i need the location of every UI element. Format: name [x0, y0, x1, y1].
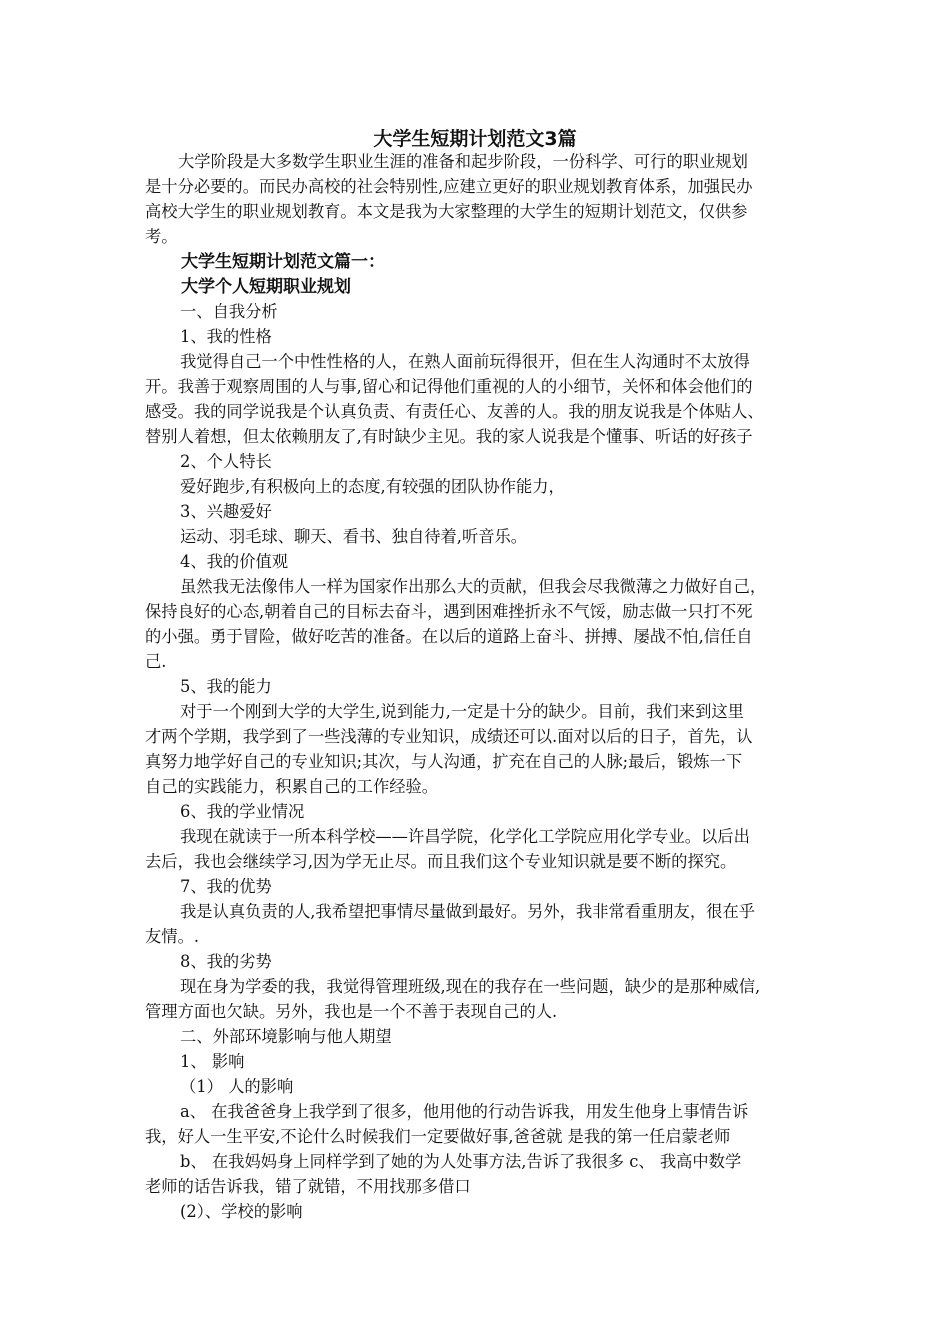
paragraph-line: b、 在我妈妈身上同样学到了她的为人处事方法,告诉了我很多 c、 我高中数学 — [180, 1152, 742, 1171]
subsection-title: 4、我的价值观 — [180, 552, 289, 571]
paragraph-line: 现在身为学委的我，我觉得管理班级,现在的我存在一些问题，缺少的是那种威信, — [180, 977, 761, 996]
paragraph-line: a、 在我爸爸身上我学到了很多，他用他的行动告诉我，用发生他身上事情告诉 — [180, 1102, 749, 1121]
paragraph-line: 我是认真负责的人,我希望把事情尽量做到最好。另外，我非常看重朋友，很在乎 — [180, 902, 756, 921]
subsection-title: 7、我的优势 — [180, 877, 272, 896]
paragraph-line: 的小强。勇于冒险，做好吃苦的准备。在以后的道路上奋斗、拼搏、屡战不怕,信任自 — [145, 627, 753, 646]
paragraph-line: 我，好人一生平安,不论什么时候我们一定要做好事,爸爸就 是我的第一任启蒙老师 — [145, 1127, 731, 1146]
subsection-title: 1、 影响 — [180, 1052, 245, 1071]
paragraph-line: 真努力地学好自己的专业知识;其次，与人沟通，扩充在自己的人脉;最后，锻炼一下 — [145, 752, 743, 771]
section-title: 一、自我分析 — [180, 302, 278, 321]
subsection-title: 8、我的劣势 — [180, 952, 272, 971]
article-heading: 大学生短期计划范文篇一： — [181, 252, 385, 272]
paragraph-line: 感受。我的同学说我是个认真负责、有责任心、友善的人。我的朋友说我是个体贴人、 — [145, 402, 764, 421]
document-title: 大学生短期计划范文3篇 — [373, 128, 577, 150]
intro-line: 高校大学生的职业规划教育。本文是我为大家整理的大学生的短期计划范文，仅供参 — [145, 202, 748, 221]
paragraph-line: 老师的话告诉我，错了就错，不用找那多借口 — [145, 1177, 471, 1196]
intro-line: 大学阶段是大多数学生职业生涯的准备和起步阶段，一份科学、可行的职业规划 — [178, 152, 748, 171]
section-title: 二、外部环境影响与他人期望 — [180, 1027, 392, 1046]
paragraph-line: 虽然我无法像伟人一样为国家作出那么大的贡献，但我会尽我微薄之力做好自己， — [180, 577, 767, 596]
subsection-title: 5、我的能力 — [180, 677, 272, 696]
paragraph-line: 己. — [145, 652, 167, 671]
subsection-title: 2、个人特长 — [180, 452, 272, 471]
paragraph-line: 爱好跑步,有积极向上的态度,有较强的团队协作能力， — [180, 477, 565, 496]
paragraph-line: 去后，我也会继续学习,因为学无止尽。而且我们这个专业知识就是要不断的探究。 — [145, 852, 737, 871]
intro-line: 考。 — [145, 227, 178, 246]
paragraph-line: 我现在就读于一所本科学校——许昌学院，化学化工学院应用化学专业。以后出 — [180, 827, 750, 846]
paragraph-line: 自己的实践能力，积累自己的工作经验。 — [145, 777, 439, 796]
paragraph-line: 运动、羽毛球、聊天、看书、独自待着,听音乐。 — [180, 527, 528, 546]
paragraph-line: 对于一个刚到大学的大学生,说到能力,一定是十分的缺少。目前，我们来到这里 — [180, 702, 744, 721]
paragraph-line: 开。我善于观察周围的人与事,留心和记得他们重视的人的小细节，关怀和体会他们的 — [145, 377, 753, 396]
paragraph-line: 友情。. — [145, 927, 200, 946]
subsection-title: 1、我的性格 — [180, 327, 272, 346]
subsection-title: 3、兴趣爱好 — [180, 502, 272, 521]
paragraph-line: 替别人着想，但太依赖朋友了,有时缺少主见。我的家人说我是个懂事、听话的好孩子 — [145, 427, 753, 446]
paragraph-line: 才两个学期，我学到了一些浅薄的专业知识，成绩还可以.面对以后的日子，首先，认 — [145, 727, 753, 746]
subsection-title: （1） 人的影响 — [180, 1077, 294, 1096]
paragraph-line: 我觉得自己一个中性性格的人，在熟人面前玩得很开，但在生人沟通时不太放得 — [180, 352, 750, 371]
paragraph-line: 保持良好的心态,朝着自己的目标去奋斗，遇到困难挫折永不气馁，励志做一只打不死 — [145, 602, 753, 621]
intro-line: 是十分必要的。而民办高校的社会特别性,应建立更好的职业规划教育体系，加强民办 — [145, 177, 753, 196]
subsection-title: 6、我的学业情况 — [180, 802, 305, 821]
subsection-title: (2）、学校的影响 — [180, 1202, 303, 1221]
article-subheading: 大学个人短期职业规划 — [181, 277, 351, 297]
paragraph-line: 管理方面也欠缺。另外，我也是一个不善于表现自己的人. — [145, 1002, 558, 1021]
